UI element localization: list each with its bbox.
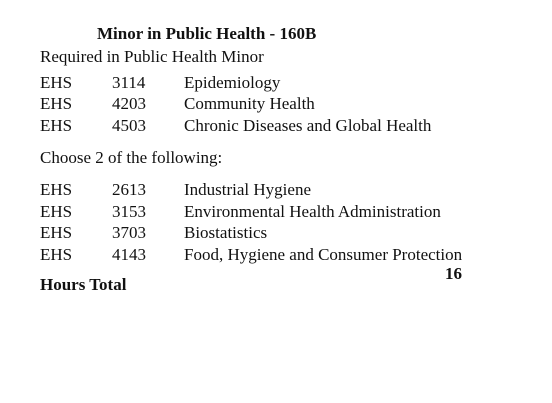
course-name: Epidemiology	[184, 73, 281, 92]
choose-heading: Choose 2 of the following:	[40, 148, 223, 167]
course-dept: EHS	[40, 94, 73, 113]
course-dept: EHS	[40, 116, 73, 135]
course-dept: EHS	[40, 245, 73, 264]
course-number: 3114	[112, 73, 146, 92]
course-number: 3153	[112, 202, 146, 221]
total-hours-label: Hours Total	[40, 275, 127, 294]
course-name: Chronic Diseases and Global Health	[184, 116, 432, 135]
course-name: Industrial Hygiene	[184, 180, 311, 199]
total-hours-value: 16	[445, 264, 462, 283]
course-name: Environmental Health Administration	[184, 202, 441, 221]
course-number: 4503	[112, 116, 146, 135]
course-dept: EHS	[40, 202, 73, 221]
course-name: Food, Hygiene and Consumer Protection	[184, 245, 463, 264]
required-heading: Required in Public Health Minor	[40, 47, 264, 66]
course-number: 4203	[112, 94, 146, 113]
course-number: 4143	[112, 245, 146, 264]
document-title: Minor in Public Health - 160B	[97, 24, 317, 43]
course-number: 2613	[112, 180, 146, 199]
course-dept: EHS	[40, 180, 73, 199]
course-dept: EHS	[40, 73, 73, 92]
course-name: Biostatistics	[184, 223, 268, 242]
course-dept: EHS	[40, 223, 73, 242]
course-number: 3703	[112, 223, 146, 242]
course-name: Community Health	[184, 94, 315, 113]
